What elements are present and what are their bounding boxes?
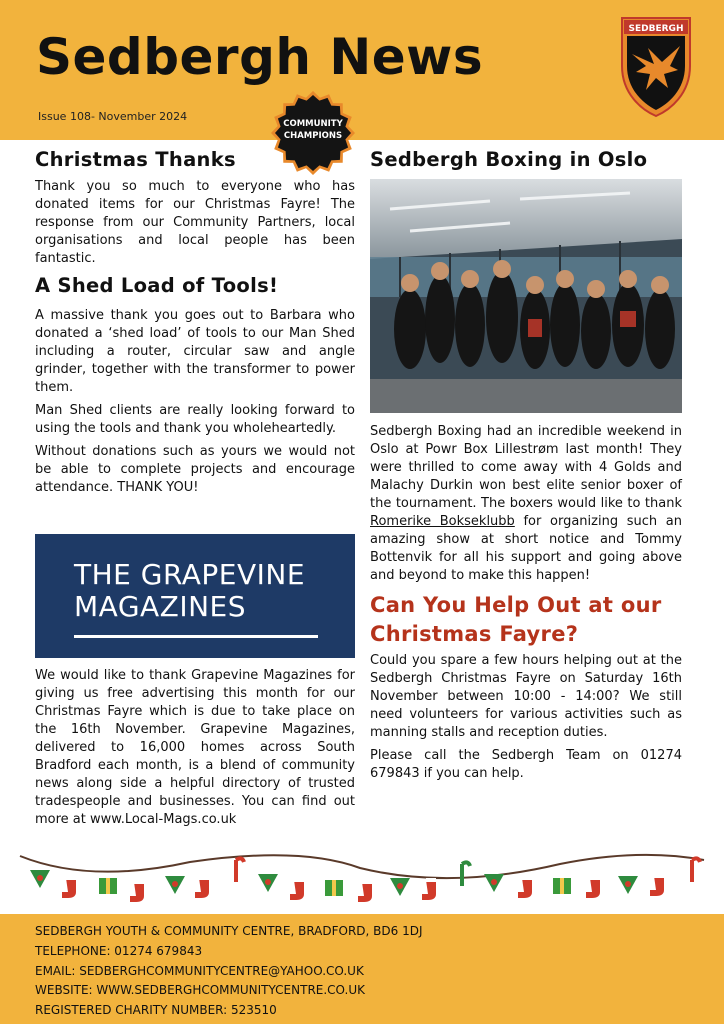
shed-load-heading: A Shed Load of Tools! bbox=[35, 274, 279, 297]
footer-banner bbox=[0, 914, 724, 1024]
shed-paragraph-2: Man Shed clients are really looking forward to using the tools and thank you wholeheartedly. bbox=[35, 403, 355, 436]
footer-charity-number: REGISTERED CHARITY NUMBER: 523510 bbox=[35, 1003, 277, 1018]
right-column bbox=[370, 148, 682, 783]
romerike-bokseklubb-link[interactable]: Romerike Bokseklubb bbox=[370, 514, 515, 529]
fayre-paragraph-1: Could you spare a few hours helping out at the Sedbergh Christmas Fayre on Saturday 16th November between 10:00 - 14:00? We still need volunteers for various activities such as manning stalls and reception duties. bbox=[370, 653, 682, 740]
footer-email[interactable]: EMAIL: SEDBERGHCOMMUNITYCENTRE@YAHOO.CO.UK bbox=[35, 963, 364, 978]
page-title: Sedbergh News bbox=[36, 28, 484, 86]
christmas-thanks-body: Thank you so much to everyone who has donated items for our Christmas Fayre! The response from our Community Partners, local organisations and local people has been fantastic. bbox=[35, 179, 355, 266]
crest-label: SEDBERGH bbox=[628, 24, 684, 34]
issue-label: Issue 108- November 2024 bbox=[38, 110, 188, 123]
footer-contact-block bbox=[35, 922, 423, 1021]
boxing-body bbox=[370, 423, 682, 585]
christmas-garland-decoration bbox=[0, 850, 724, 916]
left-column bbox=[35, 148, 355, 497]
shed-paragraph-3: Without donations such as yours we would not be able to complete projects and encourage attendance. THANK YOU! bbox=[35, 444, 355, 495]
boxing-heading: Sedbergh Boxing in Oslo bbox=[370, 148, 648, 171]
badge-line-2: CHAMPIONS bbox=[283, 131, 343, 141]
grapevine-logo-line-1: THE GRAPEVINE bbox=[74, 558, 306, 591]
garland-ornaments bbox=[30, 858, 700, 902]
boxing-body-text-1: Sedbergh Boxing had an incredible weekend in Oslo at Powr Box Lillestrøm last month! They were thrilled to come away with 4 Golds and Malachy Durkin won best elite senior boxer of the tournament. The boxers would like to thank bbox=[370, 424, 682, 511]
footer-telephone: TELEPHONE: 01274 679843 bbox=[35, 943, 203, 958]
grapevine-body: We would like to thank Grapevine Magazines for giving us free advertising this month for our Christmas Fayre which is due to take place on the 16th November. Grapevine Magazines, delivered to 16,000 homes across South Bradford each month, is a blend of community news along side a helpful directory of trusted tradespeople and businesses. You can find out more at www.Local-Mags.co.uk bbox=[35, 668, 355, 827]
fayre-paragraph-2: Please call the Sedbergh Team on 01274 679843 if you can help. bbox=[370, 748, 682, 781]
badge-line-1: COMMUNITY bbox=[283, 119, 343, 129]
header-banner bbox=[0, 0, 724, 140]
grapevine-magazines-logo bbox=[35, 534, 355, 658]
grapevine-logo-rule bbox=[74, 635, 318, 638]
boxing-team-photo bbox=[370, 179, 682, 413]
boxing-photo-illustration bbox=[370, 179, 682, 413]
christmas-thanks-heading: Christmas Thanks bbox=[35, 148, 236, 171]
footer-address: SEDBERGH YOUTH & COMMUNITY CENTRE, BRADFORD, BD6 1DJ bbox=[35, 924, 423, 938]
fayre-heading: Can You Help Out at our Christmas Fayre? bbox=[370, 593, 662, 646]
footer-website[interactable]: WEBSITE: WWW.SEDBERGHCOMMUNITYCENTRE.CO.UK bbox=[35, 983, 365, 998]
badge-text bbox=[271, 118, 355, 142]
sedbergh-crest-logo bbox=[618, 14, 694, 120]
grapevine-logo-line-2: MAGAZINES bbox=[74, 590, 247, 623]
shed-paragraph-1: A massive thank you goes out to Barbara who donated a ‘shed load’ of tools to our Man Shed including a router, circular saw and angle grinder, together with the transformer to power them. bbox=[35, 308, 355, 395]
boxing-body-text-2: for organizing such an amazing show at short notice and Tommy Bottenvik for all his support and going above and beyond to make this happen! bbox=[370, 514, 682, 583]
